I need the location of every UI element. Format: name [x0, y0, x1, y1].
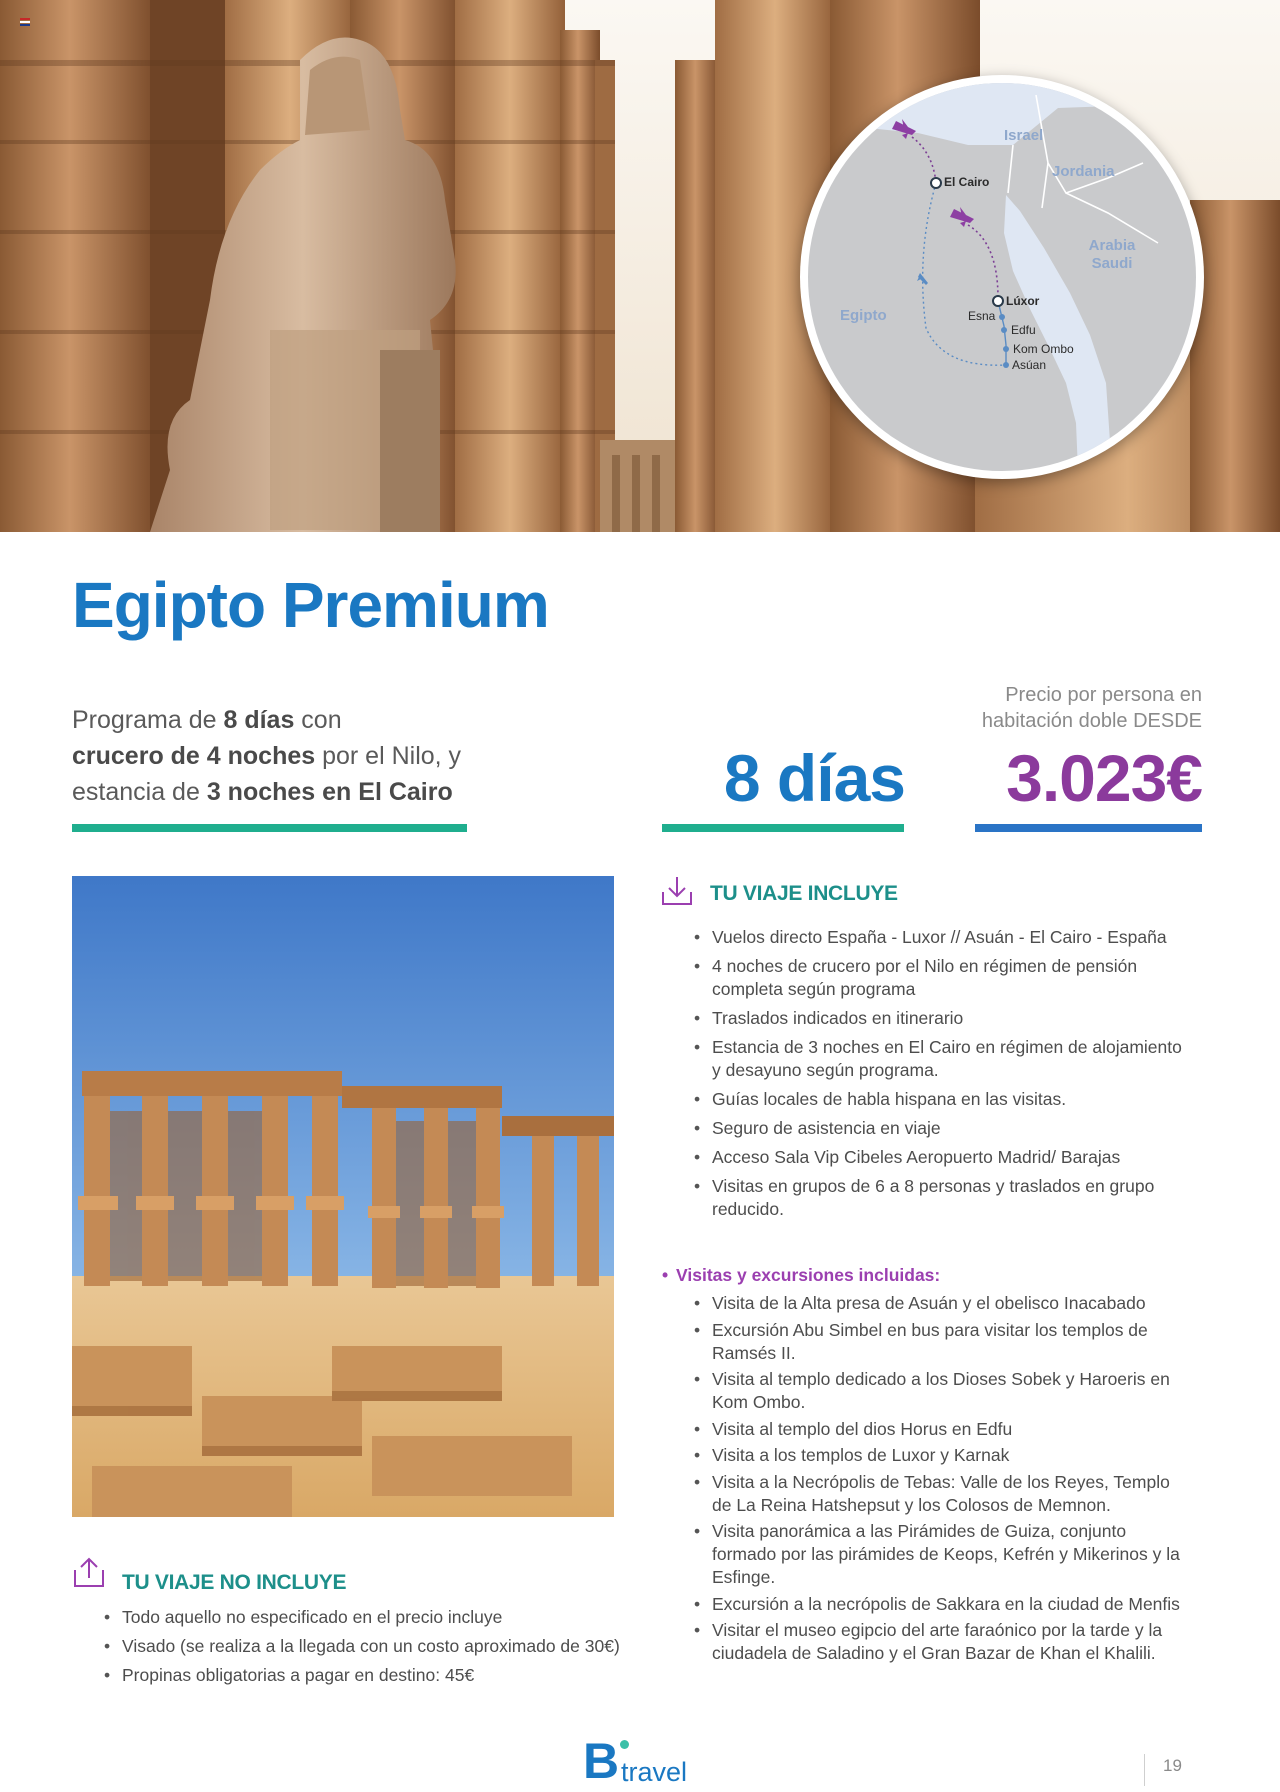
- list-item: • Visitar el museo egipcio del arte faraónico por la tarde y la ciudadela de Saladino y el Gran Bazar de Khan el Khalili.: [694, 1619, 1190, 1665]
- visits-heading: [662, 1265, 940, 1286]
- city-dot-edfu: [1001, 327, 1007, 333]
- list-item: • Visitas en grupos de 6 a 8 personas y traslados en grupo reducido.: [694, 1175, 1184, 1221]
- intro-text: con: [294, 706, 342, 734]
- list-item: • Vuelos directo España - Luxor // Asuán - El Cairo - España: [694, 926, 1184, 949]
- city-dot-asuan: [1003, 362, 1009, 368]
- price-caption-line: habitación doble DESDE: [981, 710, 1202, 732]
- list-item: • Excursión a la necrópolis de Sakkara en la ciudad de Menfis: [694, 1593, 1190, 1616]
- duration-divider: [662, 824, 904, 832]
- includes-heading: TU VIAJE INCLUYE: [710, 882, 898, 905]
- logo-dot-icon: [620, 1740, 629, 1749]
- map-label-arabia: Arabia Saudi: [1088, 237, 1136, 272]
- flight-route-luxor: [968, 225, 998, 298]
- list-item: • Estancia de 3 noches en El Cairo en régimen de alojamiento y desayuno según programa.: [694, 1036, 1184, 1082]
- hero-image: [0, 0, 1280, 532]
- list-item: • Visita al templo dedicado a los Dioses Sobek y Haroeris en Kom Ombo.: [694, 1368, 1190, 1414]
- list-item: • Acceso Sala Vip Cibeles Aeropuerto Madrid/ Barajas: [694, 1146, 1184, 1169]
- intro-bold: 3 noches en El Cairo: [206, 778, 453, 806]
- map-city-esna: Esna: [968, 309, 996, 323]
- map-label-egipto: Egipto: [840, 307, 887, 324]
- page-title: Egipto Premium: [72, 569, 549, 641]
- upload-tray-icon: [72, 1556, 106, 1590]
- map-city-edfu: Edfu: [1011, 323, 1036, 337]
- city-dot-luxor: [993, 296, 1003, 306]
- internal-route: [923, 183, 1006, 365]
- flight-route-cairo: [912, 137, 936, 183]
- list-item: • Todo aquello no especificado en el precio incluye: [104, 1606, 624, 1629]
- logo-text: travel: [621, 1757, 688, 1787]
- map-label-israel: Israel: [1004, 127, 1044, 144]
- kom-ombo-temple-illustration: [72, 876, 614, 1517]
- list-item: • Seguro de asistencia en viaje: [694, 1117, 1184, 1140]
- route-map: [800, 75, 1204, 479]
- map-shapes: [808, 83, 1196, 471]
- list-item: • Propinas obligatorias a pagar en destino: 45€: [104, 1664, 624, 1687]
- city-dot-komombo: [1003, 346, 1009, 352]
- plane-icon-south: [950, 207, 974, 227]
- map-city-komombo: Kom Ombo: [1013, 342, 1074, 356]
- list-item: • Visita al templo del dios Horus en Edfu: [694, 1418, 1190, 1441]
- list-item: • 4 noches de crucero por el Nilo en régimen de pensión completa según programa: [694, 955, 1184, 1001]
- trip-duration: 8 días: [723, 741, 905, 815]
- city-dot-esna: [999, 314, 1005, 320]
- price-caption-line: Precio por persona en: [1005, 684, 1202, 706]
- page-number: 19: [1144, 1754, 1200, 1786]
- map-city-cairo: El Cairo: [944, 175, 990, 189]
- mediterranean-sea: [808, 83, 1196, 145]
- intro-text: por el Nilo, y: [315, 742, 462, 770]
- excludes-heading: TU VIAJE NO INCLUYE: [122, 1571, 347, 1594]
- list-item: • Excursión Abu Simbel en bus para visitar los templos de Ramsés II.: [694, 1319, 1190, 1365]
- excludes-list: [104, 1606, 624, 1693]
- visits-heading-text: Visitas y excursiones incluidas:: [676, 1265, 941, 1285]
- map-city-asuan: Asúan: [1012, 358, 1047, 372]
- list-item: • Visita panorámica a las Pirámides de Guiza, conjunto formado por las pirámides de Keops, Kefrén y Mikerinos y la Esfinge.: [694, 1520, 1190, 1589]
- intro-bold: crucero de 4 noches: [72, 742, 316, 770]
- map-city-luxor: Lúxor: [1006, 294, 1040, 308]
- list-item: • Visado (se realiza a la llegada con un costo aproximado de 30€): [104, 1635, 624, 1658]
- temple-photo: [72, 876, 614, 1517]
- list-item: • Visita a la Necrópolis de Tebas: Valle de los Reyes, Templo de La Reina Hatshepsut y los Colosos de Memnon.: [694, 1471, 1190, 1517]
- price-divider: [975, 824, 1202, 832]
- download-tray-icon: [660, 874, 694, 908]
- nile-route: [998, 301, 1006, 365]
- logo-letter: B: [583, 1733, 620, 1789]
- city-dot-cairo: [931, 178, 941, 188]
- visits-list: [694, 1292, 1190, 1669]
- list-item: • Visita a los templos de Luxor y Karnak: [694, 1444, 1190, 1467]
- price-value: 3.023€: [1006, 741, 1202, 815]
- flag-icon: [20, 18, 30, 26]
- intro-bold: 8 días: [223, 706, 295, 734]
- intro-divider: [72, 824, 467, 832]
- price-caption: [920, 682, 1202, 734]
- intro-text: Programa de: [72, 706, 224, 734]
- list-item: • Traslados indicados en itinerario: [694, 1007, 1184, 1030]
- list-item: • Guías locales de habla hispana en las visitas.: [694, 1088, 1184, 1111]
- map-body: [808, 83, 1196, 471]
- program-summary: [72, 702, 492, 810]
- list-item: • Visita de la Alta presa de Asuán y el obelisco Inacabado: [694, 1292, 1190, 1315]
- bullet-icon: •: [662, 1265, 669, 1285]
- includes-list: [694, 926, 1184, 1227]
- map-label-jordania: Jordania: [1052, 163, 1115, 180]
- btravel-logo: [583, 1733, 703, 1789]
- intro-text: estancia de: [72, 778, 207, 806]
